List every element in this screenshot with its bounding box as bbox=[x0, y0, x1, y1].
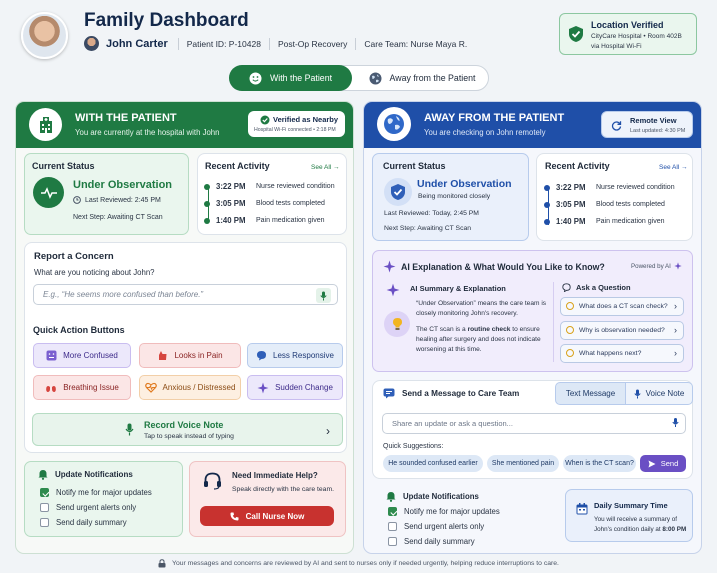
with-notif-heading-row bbox=[38, 469, 133, 480]
tab-text-label: Text Message bbox=[565, 389, 616, 398]
notif-option-daily[interactable] bbox=[40, 518, 152, 527]
away-notif-options bbox=[388, 501, 500, 546]
with-last-reviewed-text: Last Reviewed: 2:45 PM bbox=[85, 196, 161, 204]
activity-time: 3:22 PM bbox=[556, 183, 586, 192]
with-next-step: Next Step: Awaiting CT Scan bbox=[73, 214, 163, 221]
notif-option-label: Send urgent alerts only bbox=[56, 503, 137, 512]
daily-summary-line1: You will receive a summary of bbox=[594, 516, 678, 523]
ai-para-2 bbox=[416, 325, 548, 355]
checkbox[interactable] bbox=[40, 503, 49, 512]
with-status-heading: Current Status bbox=[32, 161, 95, 171]
powered-by-label: Powered by AI bbox=[631, 262, 671, 270]
daily-summary-line2 bbox=[594, 526, 686, 533]
ai-summary-heading: AI Summary & Explanation bbox=[410, 284, 506, 293]
send-icon bbox=[648, 460, 656, 468]
bulb-mini-icon bbox=[566, 326, 574, 334]
patient-status: Post-Op Recovery bbox=[277, 38, 348, 49]
activity-item bbox=[206, 199, 335, 208]
heartbeat-icon bbox=[33, 177, 64, 208]
sparkle-icon bbox=[383, 260, 396, 273]
tab-voice-label: Voice Note bbox=[645, 389, 685, 398]
shield-check-icon bbox=[384, 178, 412, 206]
phone-icon bbox=[230, 512, 239, 521]
quick-action-looks-in-pain[interactable] bbox=[139, 343, 241, 368]
send-button[interactable] bbox=[640, 455, 686, 472]
quick-action-label: Looks in Pain bbox=[174, 351, 223, 360]
ai-heading: AI Explanation & What Would You Like to Know? bbox=[401, 262, 605, 272]
concern-mic-icon[interactable] bbox=[316, 288, 331, 303]
activity-text: Nurse reviewed condition bbox=[596, 184, 675, 191]
question-list bbox=[560, 297, 684, 365]
question-label: What happens next? bbox=[579, 350, 642, 357]
notif-option-major[interactable] bbox=[40, 488, 152, 497]
chat-icon bbox=[562, 283, 571, 292]
chevron-right-icon: › bbox=[326, 424, 330, 438]
pain-icon bbox=[157, 350, 168, 361]
help-heading: Need Immediate Help? bbox=[232, 471, 318, 480]
verified-label: Verified as Nearby bbox=[273, 115, 339, 124]
concern-question: What are you noticing about John? bbox=[34, 268, 155, 277]
away-activity-heading: Recent Activity bbox=[545, 161, 610, 171]
message-mic-icon[interactable] bbox=[672, 417, 679, 428]
question-label: Why is observation needed? bbox=[579, 327, 665, 334]
activity-item bbox=[546, 217, 675, 226]
notif-option-daily[interactable] bbox=[388, 537, 500, 546]
with-notif-options bbox=[40, 482, 152, 527]
footer-text: Your messages and concerns are reviewed by AI and sent to nurses only if needed urgently, helping reduce interruptions to care. bbox=[172, 560, 559, 567]
question-label: What does a CT scan check? bbox=[579, 303, 668, 310]
tab-away-label: Away from the Patient bbox=[389, 73, 476, 83]
tab-with-patient[interactable] bbox=[229, 65, 352, 91]
notif-option-label: Notify me for major updates bbox=[56, 488, 152, 497]
notif-option-urgent[interactable] bbox=[40, 503, 152, 512]
sparkle-icon bbox=[257, 382, 269, 394]
remote-view-sub: Last updated: 4:30 PM bbox=[630, 128, 686, 134]
chevron-right-icon: › bbox=[674, 301, 677, 311]
location-line1: CityCare Hospital • Room 402B bbox=[591, 33, 682, 40]
quick-suggestions-heading: Quick Suggestions: bbox=[383, 443, 444, 450]
away-status-heading: Current Status bbox=[383, 161, 446, 171]
checkbox-checked[interactable] bbox=[40, 488, 49, 497]
sparkle-small-icon bbox=[674, 262, 682, 270]
patient-avatar bbox=[21, 12, 68, 59]
page-title: Family Dashboard bbox=[84, 10, 249, 31]
away-see-all-link[interactable]: See All → bbox=[659, 164, 688, 171]
quick-action-less-responsive[interactable] bbox=[247, 343, 343, 368]
suggestion-pain[interactable]: She mentioned pain bbox=[487, 455, 559, 472]
care-team: Care Team: Nurse Maya R. bbox=[364, 38, 468, 49]
away-status-sub: Being monitored closely bbox=[418, 193, 491, 200]
with-see-all-link[interactable]: See All → bbox=[311, 164, 340, 171]
lightbulb-icon bbox=[384, 311, 410, 337]
ai-para-2-pre: The CT scan is a bbox=[416, 326, 468, 333]
call-nurse-label: Call Nurse Now bbox=[245, 511, 305, 521]
daily-summary-line2-text: John's condition daily at bbox=[594, 526, 663, 533]
ai-para-2-bold: routine check bbox=[467, 326, 511, 333]
activity-time: 3:05 PM bbox=[556, 200, 586, 209]
heart-pulse-icon bbox=[145, 382, 157, 393]
activity-time: 3:05 PM bbox=[216, 199, 246, 208]
activity-item bbox=[546, 200, 675, 209]
lock-icon bbox=[158, 559, 166, 568]
clock-icon bbox=[73, 196, 81, 204]
shield-check-icon bbox=[568, 25, 584, 43]
ai-sparkle-icon bbox=[386, 283, 400, 297]
globe-icon bbox=[377, 107, 411, 141]
question-observation[interactable] bbox=[560, 321, 684, 340]
notif-option-label: Send daily summary bbox=[404, 537, 475, 546]
ask-question-heading: Ask a Question bbox=[576, 283, 631, 292]
ai-divider bbox=[553, 282, 554, 362]
help-sub: Speak directly with the care team. bbox=[232, 486, 334, 493]
headset-icon bbox=[203, 472, 222, 490]
question-next[interactable] bbox=[560, 344, 684, 363]
suggestion-ct-scan[interactable]: When is the CT scan? bbox=[563, 455, 636, 472]
notif-option-label: Send urgent alerts only bbox=[404, 522, 485, 531]
daily-summary-time: 8:00 PM bbox=[662, 526, 687, 533]
quick-action-more-confused[interactable] bbox=[33, 343, 131, 368]
quick-actions-heading: Quick Action Buttons bbox=[33, 325, 125, 335]
bulb-mini-icon bbox=[566, 302, 574, 310]
quick-action-label: More Confused bbox=[63, 351, 118, 360]
with-notif-heading: Update Notifications bbox=[55, 470, 133, 479]
patient-thumb bbox=[84, 36, 99, 51]
powered-by-ai bbox=[631, 262, 682, 270]
calendar-icon bbox=[576, 503, 588, 515]
checkbox-checked[interactable] bbox=[388, 507, 397, 516]
quick-action-label: Anxious / Distressed bbox=[162, 383, 236, 392]
activity-item bbox=[546, 183, 675, 192]
notif-option-major[interactable] bbox=[388, 507, 500, 516]
suggestion-confused[interactable]: He sounded confused earlier bbox=[383, 455, 483, 472]
footer-note bbox=[0, 559, 717, 568]
voice-note-title: Record Voice Note bbox=[144, 420, 224, 430]
ask-question-heading-row bbox=[562, 283, 631, 292]
call-nurse-button[interactable] bbox=[200, 506, 334, 526]
microphone-icon bbox=[634, 389, 641, 399]
concern-heading: Report a Concern bbox=[34, 251, 114, 262]
bulb-mini-icon bbox=[566, 349, 574, 357]
concern-input[interactable] bbox=[33, 284, 338, 305]
patient-info-bar bbox=[84, 36, 467, 51]
smile-icon bbox=[249, 72, 262, 85]
with-last-reviewed bbox=[73, 196, 161, 204]
remote-view-label: Remote View bbox=[630, 116, 677, 125]
with-activity-heading: Recent Activity bbox=[205, 161, 270, 171]
patient-id: Patient ID: P-10428 bbox=[186, 38, 261, 49]
lungs-icon bbox=[45, 382, 57, 393]
voice-note-sub: Tap to speak instead of typing bbox=[144, 433, 234, 440]
globe-icon bbox=[369, 72, 382, 85]
concern-placeholder: E.g., “He seems more confused than before.” bbox=[43, 290, 204, 299]
away-last-reviewed: Last Reviewed: Today, 2:45 PM bbox=[384, 210, 479, 217]
quick-action-breathing-issue[interactable] bbox=[33, 375, 131, 400]
tab-text-message[interactable] bbox=[555, 382, 626, 405]
away-status-value: Under Observation bbox=[417, 178, 512, 190]
check-circle-icon bbox=[260, 115, 270, 125]
notif-option-urgent[interactable] bbox=[388, 522, 500, 531]
checkbox[interactable] bbox=[40, 518, 49, 527]
daily-summary-heading: Daily Summary Time bbox=[594, 501, 668, 510]
message-heading: Send a Message to Care Team bbox=[402, 389, 520, 398]
location-title: Location Verified bbox=[591, 20, 664, 30]
with-panel-title: WITH THE PATIENT bbox=[75, 112, 177, 124]
checkbox[interactable] bbox=[388, 537, 397, 546]
record-voice-note-button[interactable] bbox=[32, 413, 343, 446]
hospital-icon bbox=[29, 108, 62, 141]
chevron-right-icon: › bbox=[674, 325, 677, 335]
send-label: Send bbox=[660, 459, 679, 468]
location-verified-card bbox=[559, 13, 697, 55]
activity-text: Blood tests completed bbox=[596, 201, 665, 208]
remote-view-badge[interactable] bbox=[601, 111, 693, 138]
location-line2: via Hospital Wi-Fi bbox=[591, 43, 642, 50]
quick-action-anxious[interactable] bbox=[139, 375, 241, 400]
verified-sub: Hospital Wi-Fi connected • 2:18 PM bbox=[254, 127, 336, 133]
ai-para-1: “Under Observation” means the care team is closely monitoring John's recovery. bbox=[416, 300, 547, 317]
activity-text: Nurse reviewed condition bbox=[256, 183, 335, 190]
confused-face-icon bbox=[46, 350, 57, 361]
question-ct-scan[interactable] bbox=[560, 297, 684, 316]
activity-text: Pain medication given bbox=[596, 218, 665, 225]
activity-time: 3:22 PM bbox=[216, 182, 246, 191]
quick-action-label: Sudden Change bbox=[275, 383, 333, 392]
away-panel-title: AWAY FROM THE PATIENT bbox=[424, 112, 565, 124]
away-activity-list bbox=[546, 175, 675, 226]
refresh-icon bbox=[611, 120, 622, 131]
away-next-step: Next Step: Awaiting CT Scan bbox=[384, 225, 472, 232]
notif-option-label: Notify me for major updates bbox=[404, 507, 500, 516]
speech-bubble-icon bbox=[256, 350, 267, 361]
notif-option-label: Send daily summary bbox=[56, 518, 127, 527]
checkbox[interactable] bbox=[388, 522, 397, 531]
microphone-icon bbox=[125, 423, 134, 436]
message-icon bbox=[383, 388, 395, 399]
patient-name: John Carter bbox=[106, 37, 168, 50]
activity-text: Pain medication given bbox=[256, 217, 325, 224]
verified-nearby-badge bbox=[248, 111, 345, 137]
with-activity-list bbox=[206, 174, 335, 225]
quick-action-label: Breathing Issue bbox=[63, 383, 119, 392]
with-panel-subtitle: You are currently at the hospital with John bbox=[75, 128, 220, 137]
activity-item bbox=[206, 216, 335, 225]
message-placeholder: Share an update or ask a question... bbox=[392, 419, 513, 428]
quick-action-label: Less Responsive bbox=[273, 351, 334, 360]
activity-text: Blood tests completed bbox=[256, 200, 325, 207]
away-panel-subtitle: You are checking on John remotely bbox=[424, 128, 546, 137]
activity-time: 1:40 PM bbox=[556, 217, 586, 226]
with-status-value: Under Observation bbox=[73, 179, 173, 191]
ai-para-2-post: to ensure healing after surgery and does not indicate worsening at this time. bbox=[416, 326, 541, 353]
tab-with-label: With the Patient bbox=[269, 73, 333, 83]
chevron-right-icon: › bbox=[674, 348, 677, 358]
quick-action-sudden-change[interactable] bbox=[247, 375, 343, 400]
tab-voice-note[interactable] bbox=[626, 382, 693, 405]
activity-time: 1:40 PM bbox=[216, 216, 246, 225]
activity-item bbox=[206, 182, 335, 191]
bell-icon bbox=[38, 469, 48, 480]
tab-away-patient[interactable] bbox=[356, 65, 488, 91]
daily-summary-card bbox=[565, 489, 693, 542]
away-notif-heading: Update Notifications bbox=[403, 492, 479, 501]
message-input[interactable] bbox=[382, 413, 686, 434]
